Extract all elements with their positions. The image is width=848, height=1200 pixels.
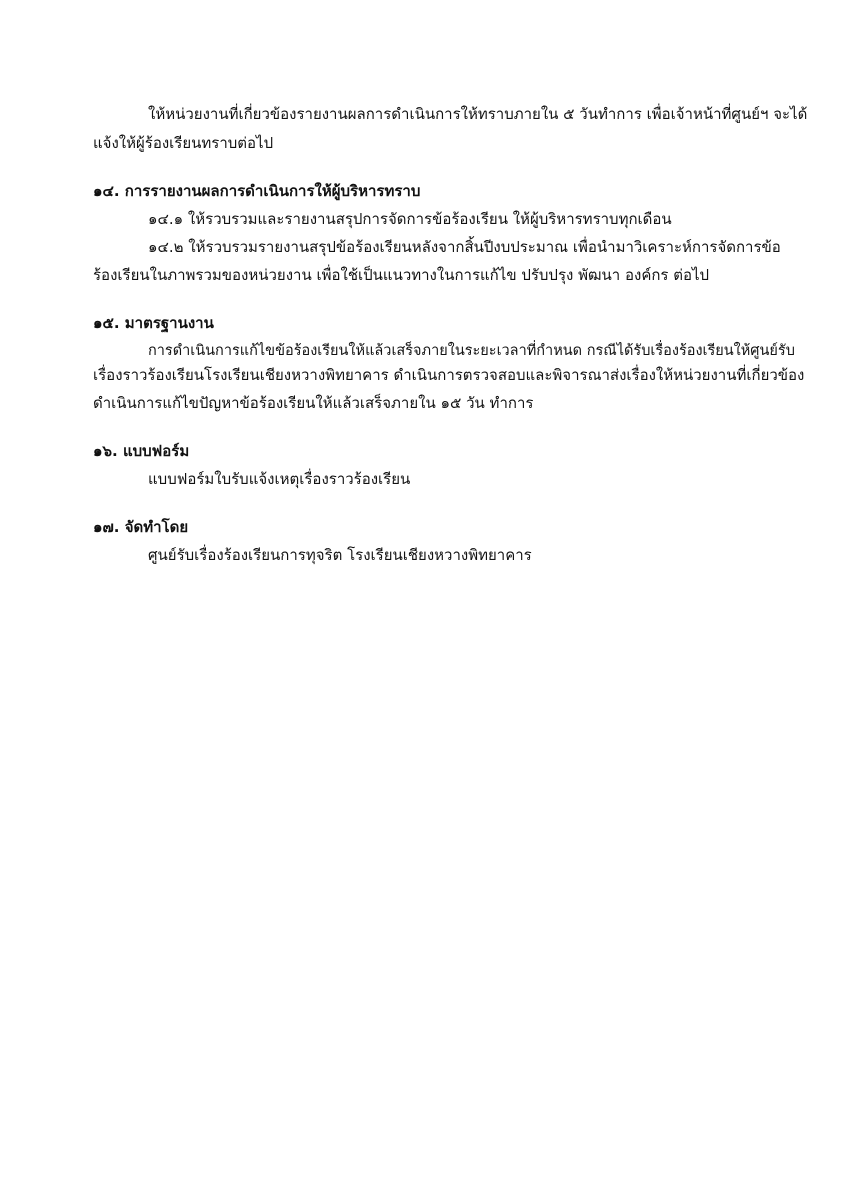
section-17-line-1: ศูนย์รับเรื่องร้องเรียนการทุจริต โรงเรียนเชียงหวางพิทยาคาร — [148, 546, 532, 564]
intro-line-1: ให้หน่วยงานที่เกี่ยวข้องรายงานผลการดำเนินการให้ทราบภายใน ๕ วันทำการ เพื่อเจ้าหน้าที่ศูนย์ฯ จะได้ — [148, 105, 808, 123]
section-14-item-2-line-1: ๑๔.๒ ให้รวบรวมรายงานสรุปข้อร้องเรียนหลังจากสิ้นปีงบประมาณ เพื่อนำมาวิเคราะห์การจัดการข้อ — [148, 238, 781, 256]
section-14-heading: ๑๔. การรายงานผลการดำเนินการให้ผู้บริหารทราบ — [93, 182, 421, 200]
section-14-item-1: ๑๔.๑ ให้รวบรวมและรายงานสรุปการจัดการข้อร้องเรียน ให้ผู้บริหารทราบทุกเดือน — [148, 210, 672, 228]
section-14-item-2-line-2: ร้องเรียนในภาพรวมของหน่วยงาน เพื่อใช้เป็นแนวทางในการแก้ไข ปรับปรุง พัฒนา องค์กร ต่อไป — [93, 266, 710, 284]
section-15-line-3: ดำเนินการแก้ไขปัญหาข้อร้องเรียนให้แล้วเสร็จภายใน ๑๕ วัน ทำการ — [93, 394, 534, 412]
section-17-heading: ๑๗. จัดทำโดย — [93, 518, 189, 536]
section-16-line-1: แบบฟอร์มใบรับแจ้งเหตุเรื่องราวร้องเรียน — [148, 470, 411, 488]
section-16-heading: ๑๖. แบบฟอร์ม — [93, 442, 190, 460]
section-15-heading: ๑๕. มาตรฐานงาน — [93, 314, 214, 332]
intro-line-2: แจ้งให้ผู้ร้องเรียนทราบต่อไป — [93, 134, 274, 152]
section-15-line-1: การดำเนินการแก้ไขข้อร้องเรียนให้แล้วเสร็จภายในระยะเวลาที่กำหนด กรณีได้รับเรื่องร้องเรียนให้ศูนย์รับ — [148, 343, 795, 359]
section-15-line-2: เรื่องราวร้องเรียนโรงเรียนเชียงหวางพิทยาคาร ดำเนินการตรวจสอบและพิจารณาส่งเรื่องให้หน่วยงานที่เกี่ยวข้อง — [93, 366, 805, 384]
